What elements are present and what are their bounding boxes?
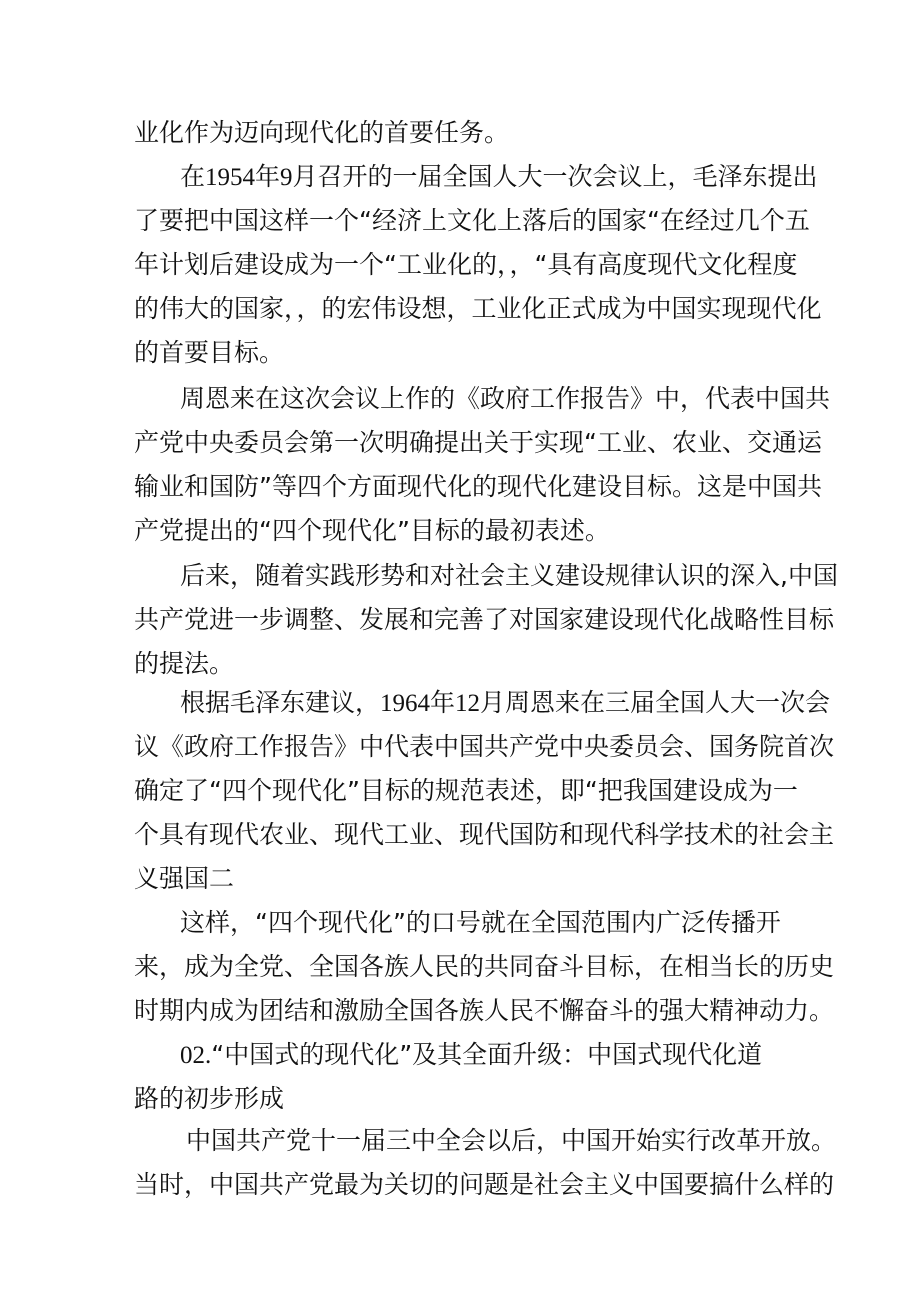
section-title: “中国式的现代化”及其全面升级：中国式现代化道	[211, 1040, 763, 1069]
year-number: 1964	[380, 690, 431, 717]
text-line-18: 义强国二	[134, 864, 235, 893]
text-line-15: 议《政府工作报告》中代表中国共产党中央委员会、国务院首次	[134, 732, 835, 761]
text-line-12: 共产党进一步调整、发展和完善了对国家建设现代化战略性目标	[134, 605, 835, 634]
section-number: 02.	[180, 1042, 212, 1069]
text-line-13: 的提法。	[134, 649, 235, 678]
text-line-19: 这样，“四个现代化”的口号就在全国范围内广泛传播开	[180, 908, 781, 937]
text-line-11: 后来，随着实践形势和对社会主义建设规律认识的深入,中国	[180, 561, 838, 590]
text-line-4: 年计划后建设成为一个“工业化的，，“具有高度现代文化程度	[134, 250, 798, 279]
text-line-7: 周恩来在这次会议上作的《政府工作报告》中，代表中国共	[180, 384, 831, 413]
month-number: 9	[280, 164, 293, 191]
text-line-10: 产党提出的“四个现代化”目标的最初表述。	[134, 516, 610, 545]
text-line-8: 产党中央委员会第一次明确提出关于实现“工业、农业、交通运	[134, 428, 822, 457]
month-number: 12	[455, 690, 481, 717]
text-line-3: 了要把中国这样一个“经济上文化上落后的国家“在经过几个五	[134, 206, 810, 235]
text-line-25: 当时，中国共产党最为关切的问题是社会主义中国要搞什么样的	[134, 1170, 835, 1199]
text-line-1: 业化作为迈向现代化的首要任务。	[134, 118, 510, 147]
text-line-16: 确定了“四个现代化”目标的规范表述，即“把我国建设成为一	[134, 776, 798, 805]
text-line-20: 来，成为全党、全国各族人民的共同奋斗目标，在相当长的历史	[134, 952, 835, 981]
text-line-21: 时期内成为团结和激励全国各族人民不懈奋斗的强大精神动力。	[134, 996, 835, 1025]
text-line-14	[180, 683, 830, 723]
text-line-5: 的伟大的国家，，的宏伟设想，工业化正式成为中国实现现代化	[134, 294, 822, 323]
text-line-6: 的首要目标。	[134, 338, 285, 367]
section-heading	[180, 1035, 762, 1075]
text-fragment: 在	[180, 162, 206, 191]
text-line-24: 中国共产党十一届三中全会以后，中国开始实行改革开放。	[186, 1126, 837, 1155]
text-fragment: 根据毛泽东建议，	[180, 688, 381, 717]
text-line-2	[180, 157, 818, 197]
text-fragment: 月召开的一届全国人大一次会议上，毛泽东提出	[292, 162, 818, 191]
section-heading-cont: 路的初步形成	[134, 1084, 285, 1113]
text-fragment: 年	[255, 162, 281, 191]
text-line-17: 个具有现代农业、现代工业、现代国防和现代科学技术的社会主	[134, 820, 835, 849]
text-fragment: 年	[430, 688, 456, 717]
year-number: 1954	[205, 164, 256, 191]
text-line-9: 输业和国防”等四个方面现代化的现代化建设目标。这是中国共	[134, 472, 822, 501]
text-fragment: 月周恩来在三届全国人大一次会	[480, 688, 831, 717]
